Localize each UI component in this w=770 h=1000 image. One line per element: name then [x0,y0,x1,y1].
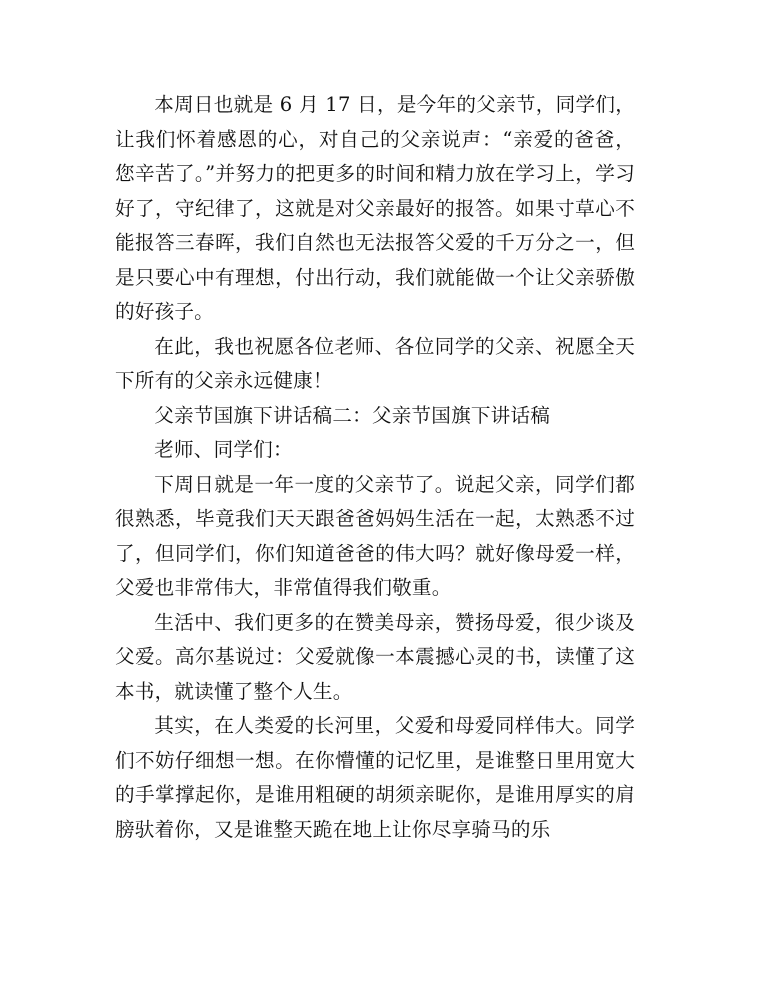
paragraph: 下周日就是一年一度的父亲节了。说起父亲，同学们都很熟悉，毕竟我们天天跟爸爸妈妈生活在一起，太熟悉不过了，但同学们，你们知道爸爸的伟大吗？就好像母爱一样，父爱也非常伟大，非常值得我们敬重。 [115,472,635,599]
paragraph: 生活中、我们更多的在赞美母亲，赞扬母爱，很少谈及父爱。高尔基说过：父爱就像一本震撼心灵的书，读懂了这本书，就读懂了整个人生。 [115,610,635,703]
paragraph: 其实，在人类爱的长河里，父爱和母爱同样伟大。同学们不妨仔细想一想。在你懵懂的记忆里，是谁整日里用宽大的手掌撑起你，是谁用粗硬的胡须亲昵你，是谁用厚实的肩膀驮着你，又是谁整天跪在地上让你尽享骑马的乐 [115,714,635,841]
paragraph: 在此，我也祝愿各位老师、各位同学的父亲、祝愿全天下所有的父亲永远健康！ [115,334,635,392]
salutation: 老师、同学们： [154,438,293,461]
paragraph: 本周日也就是 6 月 17 日，是今年的父亲节，同学们，让我们怀着感恩的心，对自己的父亲说声：“亲爱的爸爸，您辛苦了。”并努力的把更多的时间和精力放在学习上，学习好了，守纪律了，这就是对父亲最好的报答。如果寸草心不能报答三春晖，我们自然也无法报答父爱的千万分之一，但是只要心中有理想，付出行动，我们就能做一个让父亲骄傲的好孩子。 [115,93,635,323]
section-heading: 父亲节国旗下讲话稿二：父亲节国旗下讲话稿 [154,403,551,427]
document-page [115,88,635,847]
